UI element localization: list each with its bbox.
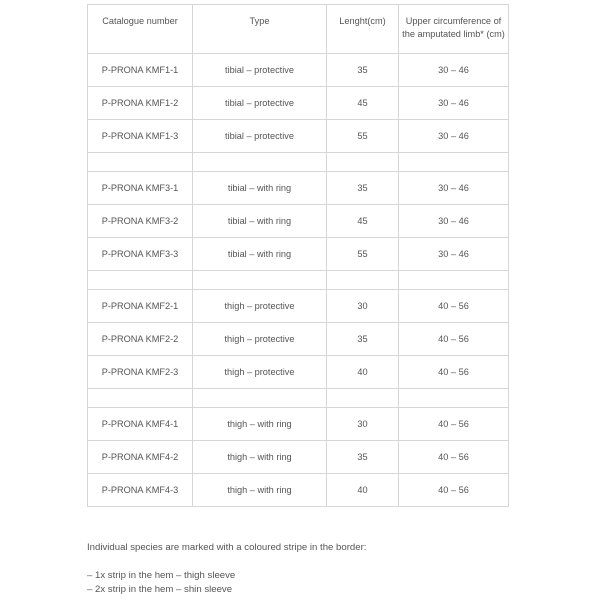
table-row bbox=[88, 323, 509, 356]
header-type: Type bbox=[193, 5, 327, 54]
catalogue-table bbox=[87, 4, 509, 507]
table-row bbox=[88, 172, 509, 205]
type-cell: thigh – protective bbox=[193, 323, 327, 356]
type-cell: thigh – with ring bbox=[193, 441, 327, 474]
length-cell: 35 bbox=[327, 323, 399, 356]
empty-cell bbox=[193, 389, 327, 408]
empty-cell bbox=[399, 271, 509, 290]
empty-cell bbox=[88, 389, 193, 408]
catalogue-number-cell: P-PRONA KMF1-3 bbox=[88, 120, 193, 153]
circumference-cell: 30 – 46 bbox=[399, 205, 509, 238]
circumference-cell: 30 – 46 bbox=[399, 238, 509, 271]
length-cell: 40 bbox=[327, 356, 399, 389]
catalogue-number-cell: P-PRONA KMF1-2 bbox=[88, 87, 193, 120]
type-cell: tibial – protective bbox=[193, 120, 327, 153]
empty-cell bbox=[193, 271, 327, 290]
length-cell: 35 bbox=[327, 441, 399, 474]
header-catalogue-number: Catalogue number bbox=[88, 5, 193, 54]
marking-note-thigh: – 1x strip in the hem – thigh sleeve bbox=[87, 570, 236, 581]
circumference-cell: 30 – 46 bbox=[399, 120, 509, 153]
catalogue-number-cell: P-PRONA KMF3-2 bbox=[88, 205, 193, 238]
type-cell: thigh – with ring bbox=[193, 474, 327, 507]
catalogue-number-cell: P-PRONA KMF3-3 bbox=[88, 238, 193, 271]
length-cell: 40 bbox=[327, 474, 399, 507]
empty-cell bbox=[88, 271, 193, 290]
length-cell: 30 bbox=[327, 408, 399, 441]
catalogue-number-cell: P-PRONA KMF2-2 bbox=[88, 323, 193, 356]
table-row bbox=[88, 54, 509, 87]
catalogue-number-cell: P-PRONA KMF2-3 bbox=[88, 356, 193, 389]
circumference-cell: 30 – 46 bbox=[399, 87, 509, 120]
type-cell: tibial – protective bbox=[193, 54, 327, 87]
table-row bbox=[88, 87, 509, 120]
circumference-cell: 40 – 56 bbox=[399, 323, 509, 356]
catalogue-number-cell: P-PRONA KMF4-1 bbox=[88, 408, 193, 441]
table-row bbox=[88, 120, 509, 153]
table-header-row bbox=[88, 5, 509, 54]
circumference-cell: 30 – 46 bbox=[399, 54, 509, 87]
circumference-cell: 40 – 56 bbox=[399, 441, 509, 474]
circumference-cell: 40 – 56 bbox=[399, 474, 509, 507]
table-row bbox=[88, 290, 509, 323]
type-cell: tibial – with ring bbox=[193, 205, 327, 238]
circumference-cell: 40 – 56 bbox=[399, 290, 509, 323]
marking-note-shin: – 2x strip in the hem – shin sleeve bbox=[87, 584, 233, 595]
catalogue-number-cell: P-PRONA KMF1-1 bbox=[88, 54, 193, 87]
type-cell: thigh – protective bbox=[193, 290, 327, 323]
empty-cell bbox=[399, 389, 509, 408]
catalogue-number-cell: P-PRONA KMF4-2 bbox=[88, 441, 193, 474]
circumference-cell: 40 – 56 bbox=[399, 408, 509, 441]
type-cell: thigh – with ring bbox=[193, 408, 327, 441]
length-cell: 35 bbox=[327, 172, 399, 205]
table-row bbox=[88, 205, 509, 238]
length-cell: 55 bbox=[327, 120, 399, 153]
type-cell: thigh – protective bbox=[193, 356, 327, 389]
marking-note: Individual species are marked with a coloured stripe in the border: bbox=[87, 542, 367, 553]
length-cell: 55 bbox=[327, 238, 399, 271]
table-row bbox=[88, 408, 509, 441]
length-cell: 35 bbox=[327, 54, 399, 87]
empty-cell bbox=[327, 153, 399, 172]
type-cell: tibial – with ring bbox=[193, 172, 327, 205]
type-cell: tibial – with ring bbox=[193, 238, 327, 271]
circumference-cell: 30 – 46 bbox=[399, 172, 509, 205]
catalogue-number-cell: P-PRONA KMF3-1 bbox=[88, 172, 193, 205]
length-cell: 30 bbox=[327, 290, 399, 323]
header-length: Lenght(cm) bbox=[327, 5, 399, 54]
table-row bbox=[88, 441, 509, 474]
empty-cell bbox=[327, 271, 399, 290]
circumference-cell: 40 – 56 bbox=[399, 356, 509, 389]
table-row bbox=[88, 238, 509, 271]
type-cell: tibial – protective bbox=[193, 87, 327, 120]
catalogue-number-cell: P-PRONA KMF2-1 bbox=[88, 290, 193, 323]
empty-cell bbox=[88, 153, 193, 172]
empty-cell bbox=[399, 153, 509, 172]
table-spacer-row bbox=[88, 153, 509, 172]
catalogue-number-cell: P-PRONA KMF4-3 bbox=[88, 474, 193, 507]
header-upper-circumference: Upper circumference of the amputated limb* (cm) bbox=[399, 5, 509, 54]
table-spacer-row bbox=[88, 271, 509, 290]
table-row bbox=[88, 356, 509, 389]
empty-cell bbox=[327, 389, 399, 408]
table-row bbox=[88, 474, 509, 507]
table-spacer-row bbox=[88, 389, 509, 408]
length-cell: 45 bbox=[327, 205, 399, 238]
length-cell: 45 bbox=[327, 87, 399, 120]
empty-cell bbox=[193, 153, 327, 172]
